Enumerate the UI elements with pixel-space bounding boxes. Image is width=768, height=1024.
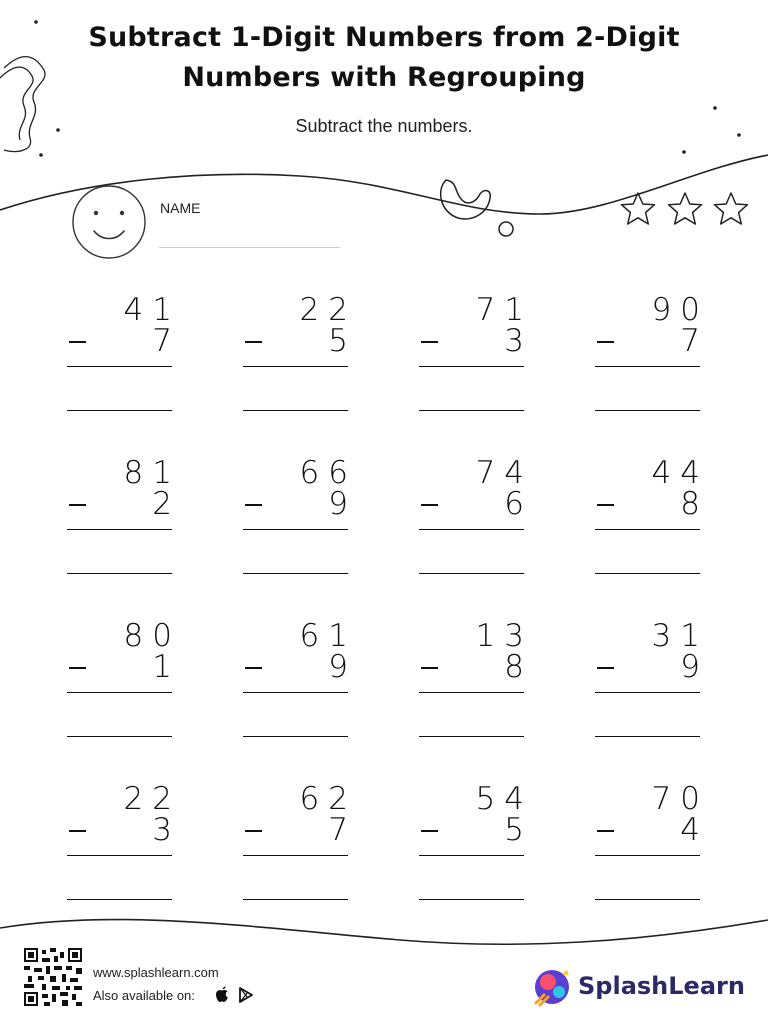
answer-line[interactable] [67,736,172,737]
sparkle-dot [682,150,686,154]
minuend: 31 [651,618,709,654]
subtrahend: 5 [328,323,357,359]
minuend: 13 [475,618,533,654]
equals-rule [67,366,172,367]
minuend: 61 [299,618,357,654]
answer-line[interactable] [243,899,348,900]
subtrahend: 9 [680,649,709,685]
equals-rule [243,529,348,530]
answer-line[interactable] [243,573,348,574]
minuend: 54 [475,781,533,817]
bubble-decoration [499,222,513,236]
subtraction-problem [419,618,533,760]
subtraction-problem [595,781,709,923]
subtrahend: 3 [504,323,533,359]
minus-sign [245,504,262,506]
minuend: 71 [475,292,533,328]
subtraction-problem [595,618,709,760]
answer-line[interactable] [419,899,524,900]
subtraction-problem [419,455,533,597]
equals-rule [595,692,700,693]
answer-line[interactable] [419,736,524,737]
available-on-label: Also available on: [93,988,195,1003]
equals-rule [595,529,700,530]
subtraction-problem [243,618,357,760]
subtraction-problem [595,455,709,597]
subtrahend: 7 [328,812,357,848]
minuend: 80 [123,618,181,654]
minus-sign [597,667,614,669]
subtraction-problem [595,292,709,434]
equals-rule [419,366,524,367]
subtrahend: 8 [504,649,533,685]
subtrahend: 7 [152,323,181,359]
name-label: NAME [160,200,201,216]
equals-rule [67,855,172,856]
star-icon [669,193,702,224]
subtrahend: 8 [680,486,709,522]
sparkle-dot [713,106,717,110]
page-title-line-1: Subtract 1-Digit Numbers from 2-Digit [88,22,680,53]
answer-line[interactable] [243,410,348,411]
subtraction-problem [67,781,181,923]
equals-rule [595,366,700,367]
splashlearn-logo-icon [530,965,574,1007]
equals-rule [243,855,348,856]
minuend: 22 [123,781,181,817]
minus-sign [421,504,438,506]
page-title-line-2: Numbers with Regrouping [182,62,586,93]
minuend: 81 [123,455,181,491]
minuend: 62 [299,781,357,817]
minus-sign [245,341,262,343]
apple-icon[interactable] [214,986,230,1003]
minuend: 66 [299,455,357,491]
minus-sign [69,830,86,832]
subtrahend: 2 [152,486,181,522]
swirl-decoration [441,180,491,219]
minus-sign [597,830,614,832]
minuend: 70 [651,781,709,817]
answer-line[interactable] [67,899,172,900]
website-link[interactable]: www.splashlearn.com [93,965,219,980]
star-icon [715,193,748,224]
subtraction-problem [67,618,181,760]
subtrahend: 5 [504,812,533,848]
answer-line[interactable] [595,410,700,411]
subtrahend: 3 [152,812,181,848]
subtrahend: 9 [328,486,357,522]
subtrahend: 7 [680,323,709,359]
subtraction-problem [67,292,181,434]
subtraction-problem [419,292,533,434]
minus-sign [597,504,614,506]
minuend: 22 [299,292,357,328]
sparkle-dot [39,153,43,157]
minus-sign [69,504,86,506]
minuend: 41 [123,292,181,328]
equals-rule [243,366,348,367]
subtrahend: 1 [152,649,181,685]
minuend: 90 [651,292,709,328]
equals-rule [419,855,524,856]
answer-line[interactable] [243,736,348,737]
subtraction-problem [243,781,357,923]
equals-rule [419,529,524,530]
equals-rule [595,855,700,856]
minus-sign [245,830,262,832]
equals-rule [243,692,348,693]
minus-sign [421,830,438,832]
answer-line[interactable] [67,410,172,411]
splashlearn-brand: SplashLearn [578,972,745,1000]
subtrahend: 4 [680,812,709,848]
answer-line[interactable] [595,899,700,900]
minus-sign [245,667,262,669]
minus-sign [69,341,86,343]
subtraction-problem [243,292,357,434]
equals-rule [67,692,172,693]
footer-wave [0,920,768,945]
minuend: 44 [651,455,709,491]
smiley-face-icon [73,186,145,258]
minus-sign [597,341,614,343]
answer-line[interactable] [419,573,524,574]
subtrahend: 6 [504,486,533,522]
equals-rule [67,529,172,530]
answer-line[interactable] [595,573,700,574]
answer-line[interactable] [595,736,700,737]
qr-code-icon [24,948,82,1006]
equals-rule [419,692,524,693]
minus-sign [421,341,438,343]
play-store-icon[interactable] [238,987,254,1003]
instructions: Subtract the numbers. [295,116,473,136]
subtrahend: 9 [328,649,357,685]
minus-sign [69,667,86,669]
answer-line[interactable] [67,573,172,574]
answer-line[interactable] [419,410,524,411]
minuend: 74 [475,455,533,491]
minus-sign [421,667,438,669]
name-field[interactable] [159,247,340,248]
subtraction-problem [243,455,357,597]
subtraction-problem [419,781,533,923]
subtraction-problem [67,455,181,597]
